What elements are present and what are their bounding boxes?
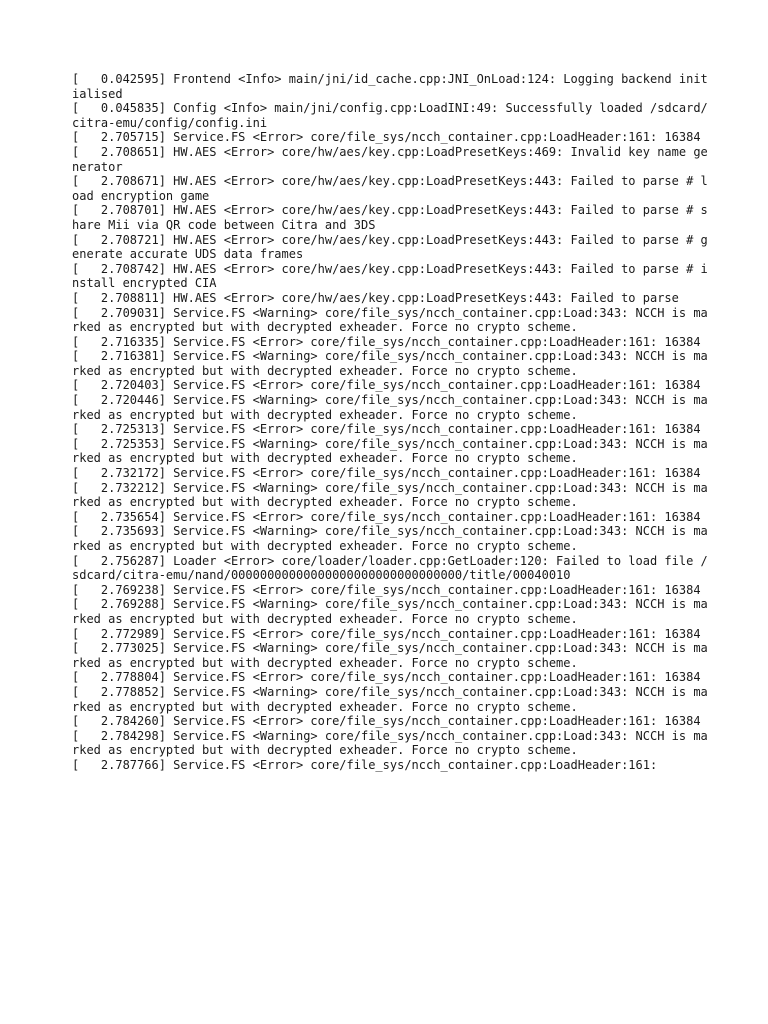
log-line: [ 2.735654] Service.FS <Error> core/file_sys/ncch_container.cpp:LoadHeader:161: 16384 bbox=[72, 509, 701, 524]
log-line: [ 2.708701] HW.AES <Error> core/hw/aes/key.cpp:LoadPresetKeys:443: Failed to parse # share Mii via QR code between Citra and 3DS bbox=[72, 203, 708, 232]
log-line: [ 0.042595] Frontend <Info> main/jni/id_cache.cpp:JNI_OnLoad:124: Logging backend initialised bbox=[72, 72, 708, 101]
log-line: [ 2.725313] Service.FS <Error> core/file_sys/ncch_container.cpp:LoadHeader:161: 16384 bbox=[72, 422, 701, 437]
log-line: [ 0.045835] Config <Info> main/jni/config.cpp:LoadINI:49: Successfully loaded /sdcard/citra-emu/config/config.ini bbox=[72, 101, 708, 130]
log-line: [ 2.725353] Service.FS <Warning> core/file_sys/ncch_container.cpp:Load:343: NCCH is marked as encrypted but with decrypted exheader. Force no crypto scheme. bbox=[72, 436, 708, 466]
log-line: [ 2.772989] Service.FS <Error> core/file_sys/ncch_container.cpp:LoadHeader:161: 16384 bbox=[72, 626, 701, 641]
log-line: [ 2.716381] Service.FS <Warning> core/file_sys/ncch_container.cpp:Load:343: NCCH is marked as encrypted but with decrypted exheader. Force no crypto scheme. bbox=[72, 349, 708, 378]
log-line: [ 2.732172] Service.FS <Error> core/file_sys/ncch_container.cpp:LoadHeader:161: 16384 bbox=[72, 466, 701, 481]
log-line: [ 2.708651] HW.AES <Error> core/hw/aes/key.cpp:LoadPresetKeys:469: Invalid key name generator bbox=[72, 144, 708, 174]
log-line: [ 2.784260] Service.FS <Error> core/file_sys/ncch_container.cpp:LoadHeader:161: 16384 bbox=[72, 714, 701, 729]
log-line: [ 2.708721] HW.AES <Error> core/hw/aes/key.cpp:LoadPresetKeys:443: Failed to parse # generate accurate UDS data frames bbox=[72, 232, 708, 262]
log-line: [ 2.709031] Service.FS <Warning> core/file_sys/ncch_container.cpp:Load:343: NCCH is marked as encrypted but with decrypted exheader. Force no crypto scheme. bbox=[72, 305, 708, 335]
log-line: [ 2.708671] HW.AES <Error> core/hw/aes/key.cpp:LoadPresetKeys:443: Failed to parse # load encryption game bbox=[72, 174, 708, 203]
log-output bbox=[72, 72, 712, 773]
log-line: [ 2.778804] Service.FS <Error> core/file_sys/ncch_container.cpp:LoadHeader:161: 16384 bbox=[72, 670, 701, 685]
log-line: [ 2.708742] HW.AES <Error> core/hw/aes/key.cpp:LoadPresetKeys:443: Failed to parse # install encrypted CIA bbox=[72, 261, 708, 291]
log-line: [ 2.720446] Service.FS <Warning> core/file_sys/ncch_container.cpp:Load:343: NCCH is marked as encrypted but with decrypted exheader. Force no crypto scheme. bbox=[72, 393, 708, 422]
log-line: [ 2.784298] Service.FS <Warning> core/file_sys/ncch_container.cpp:Load:343: NCCH is marked as encrypted but with decrypted exheader. Force no crypto scheme. bbox=[72, 728, 708, 758]
log-line: [ 2.769288] Service.FS <Warning> core/file_sys/ncch_container.cpp:Load:343: NCCH is marked as encrypted but with decrypted exheader. Force no crypto scheme. bbox=[72, 597, 708, 626]
log-line: [ 2.705715] Service.FS <Error> core/file_sys/ncch_container.cpp:LoadHeader:161: 16384 bbox=[72, 130, 701, 145]
log-line: [ 2.773025] Service.FS <Warning> core/file_sys/ncch_container.cpp:Load:343: NCCH is marked as encrypted but with decrypted exheader. Force no crypto scheme. bbox=[72, 641, 708, 670]
document-page bbox=[72, 72, 712, 773]
log-line: [ 2.716335] Service.FS <Error> core/file_sys/ncch_container.cpp:LoadHeader:161: 16384 bbox=[72, 334, 701, 349]
log-line: [ 2.720403] Service.FS <Error> core/file_sys/ncch_container.cpp:LoadHeader:161: 16384 bbox=[72, 378, 701, 393]
log-line: [ 2.735693] Service.FS <Warning> core/file_sys/ncch_container.cpp:Load:343: NCCH is marked as encrypted but with decrypted exheader. Force no crypto scheme. bbox=[72, 524, 708, 553]
log-line: [ 2.778852] Service.FS <Warning> core/file_sys/ncch_container.cpp:Load:343: NCCH is marked as encrypted but with decrypted exheader. Force no crypto scheme. bbox=[72, 684, 708, 714]
log-line: [ 2.769238] Service.FS <Error> core/file_sys/ncch_container.cpp:LoadHeader:161: 16384 bbox=[72, 582, 701, 597]
log-line: [ 2.787766] Service.FS <Error> core/file_sys/ncch_container.cpp:LoadHeader:161: bbox=[72, 757, 658, 772]
log-line: [ 2.708811] HW.AES <Error> core/hw/aes/key.cpp:LoadPresetKeys:443: Failed to parse bbox=[72, 290, 679, 305]
log-line: [ 2.756287] Loader <Error> core/loader/loader.cpp:GetLoader:120: Failed to load file /sdcard/citra-emu/nand/00000000000000000000000000000000/title/00040010 bbox=[72, 553, 708, 583]
log-line: [ 2.732212] Service.FS <Warning> core/file_sys/ncch_container.cpp:Load:343: NCCH is marked as encrypted but with decrypted exheader. Force no crypto scheme. bbox=[72, 480, 708, 510]
